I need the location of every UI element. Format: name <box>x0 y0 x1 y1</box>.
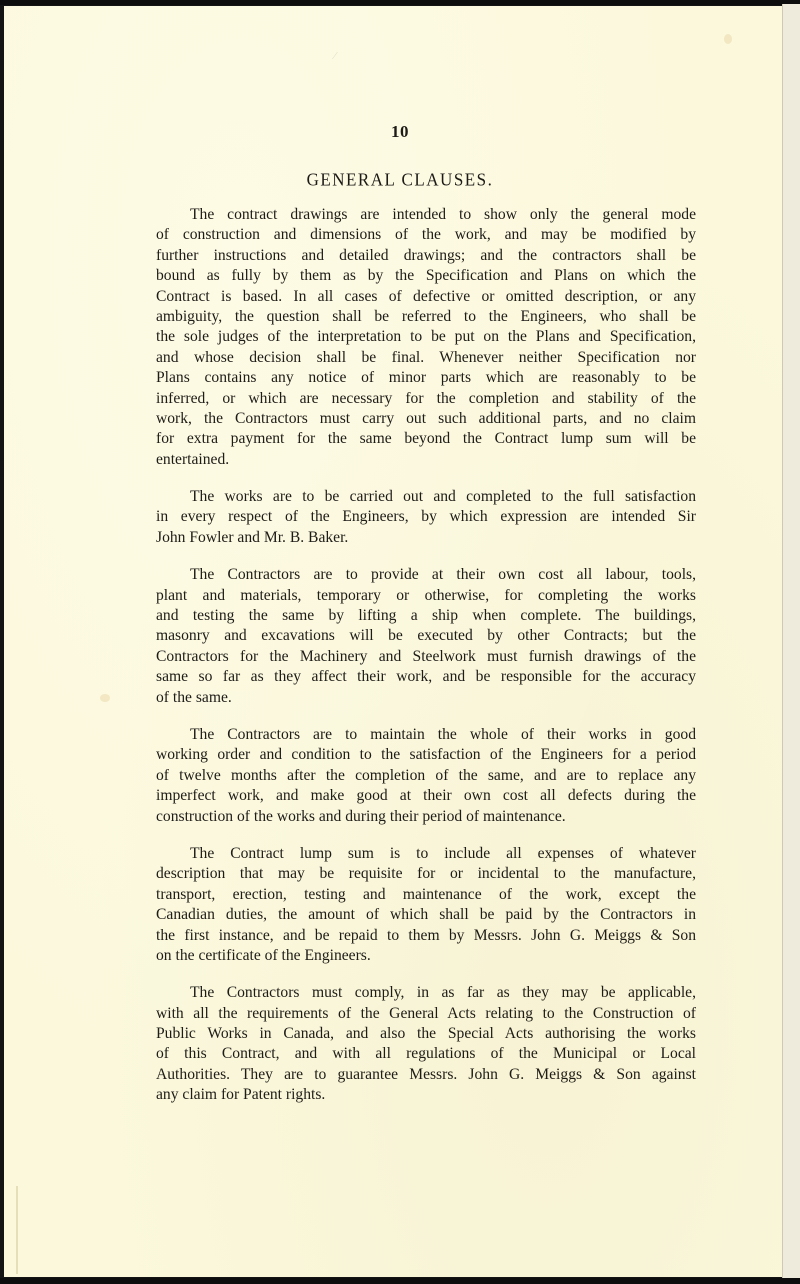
section-heading: GENERAL CLAUSES. <box>306 169 494 190</box>
text-line: work, the Contractors must carry out such additional parts, and no claim <box>156 409 696 427</box>
text-line: working order and condition to the satisfaction of the Engineers for a period <box>156 746 696 764</box>
text-line: any claim for Patent rights. <box>156 1086 326 1104</box>
paragraph <box>156 725 696 827</box>
text-line: of this Contract, and with all regulations of the Municipal or Local <box>156 1045 696 1063</box>
text-line: masonry and excavations will be executed by other Contracts; but the <box>156 627 696 645</box>
text-line: of twelve months after the completion of the same, and are to replace any <box>156 766 696 784</box>
text-line: imperfect work, and make good at their own cost all defects during the <box>156 787 696 805</box>
text-line: the first instance, and be repaid to them by Messrs. John G. Meiggs & Son <box>156 926 696 944</box>
text-line: the sole judges of the interpretation to be put on the Plans and Specification, <box>156 328 696 346</box>
text-line: Plans contains any notice of minor parts which are reasonably to be <box>156 369 696 387</box>
text-line: further instructions and detailed drawings; and the contractors shall be <box>156 246 696 264</box>
paragraph <box>156 565 696 708</box>
text-line: construction of the works and during their period of maintenance. <box>156 807 566 825</box>
text-line: The contract drawings are intended to show only the general mode <box>190 206 696 223</box>
text-line: in every respect of the Engineers, by which expression are intended Sir <box>156 508 696 526</box>
text-line: Contractors for the Machinery and Steelwork must furnish drawings of the <box>156 647 696 665</box>
text-line: description that may be requisite for or incidental to the manufacture, <box>156 865 696 883</box>
facing-page-edge <box>782 4 800 1280</box>
text-line: Authorities. They are to guarantee Messrs. John G. Meiggs & Son against <box>156 1065 696 1083</box>
text-line: The Contract lump sum is to include all expenses of whatever <box>190 844 696 862</box>
text-line: inferred, or which are necessary for the completion and stability of the <box>156 389 696 407</box>
body-text <box>156 205 696 1123</box>
text-line: for extra payment for the same beyond the Contract lump sum will be <box>156 430 696 448</box>
text-line: The Contractors are to maintain the whole of their works in good <box>190 725 696 743</box>
text-line: The Contractors must comply, in as far as they may be applicable, <box>190 984 696 1002</box>
scan-top-border <box>0 0 800 5</box>
text-line: John Fowler and Mr. B. Baker. <box>156 528 349 546</box>
text-line: plant and materials, temporary or otherwise, for completing the works <box>156 586 696 604</box>
text-line: of the same. <box>156 688 232 706</box>
text-line: The works are to be carried out and completed to the full satisfaction <box>190 488 696 506</box>
text-line: Contract is based. In all cases of defective or omitted description, or any <box>156 287 696 305</box>
bleed-through-mark: ⁄ <box>334 50 336 62</box>
paragraph <box>156 844 696 966</box>
paper-stain <box>100 694 110 702</box>
page-number: 10 <box>391 122 409 141</box>
text-line: The Contractors are to provide at their own cost all labour, tools, <box>190 566 696 584</box>
text-line: Canadian duties, the amount of which shall be paid by the Contractors in <box>156 906 696 924</box>
paragraph <box>156 487 696 548</box>
paragraph <box>156 205 696 470</box>
scan-bottom-border <box>0 1278 800 1284</box>
text-line: of construction and dimensions of the work, and may be modified by <box>156 226 696 244</box>
paragraph <box>156 983 696 1105</box>
text-line: and testing the same by lifting a ship when complete. The buildings, <box>156 607 696 625</box>
page-fold-edge <box>16 1186 18 1274</box>
text-line: ambiguity, the question shall be referred to the Engineers, who shall be <box>156 307 696 325</box>
text-line: transport, erection, testing and maintenance of the work, except the <box>156 885 696 903</box>
paper-stain <box>724 34 732 44</box>
text-line: Public Works in Canada, and also the Special Acts authorising the works <box>156 1025 696 1043</box>
text-line: with all the requirements of the General Acts relating to the Construction of <box>156 1004 696 1022</box>
text-line: and whose decision shall be final. Whenever neither Specification nor <box>156 348 696 366</box>
text-line: on the certificate of the Engineers. <box>156 946 371 964</box>
text-line: entertained. <box>156 450 230 468</box>
text-line: bound as fully by them as by the Specification and Plans on which the <box>156 267 696 285</box>
text-line: same so far as they affect their work, and be responsible for the accuracy <box>156 668 696 686</box>
